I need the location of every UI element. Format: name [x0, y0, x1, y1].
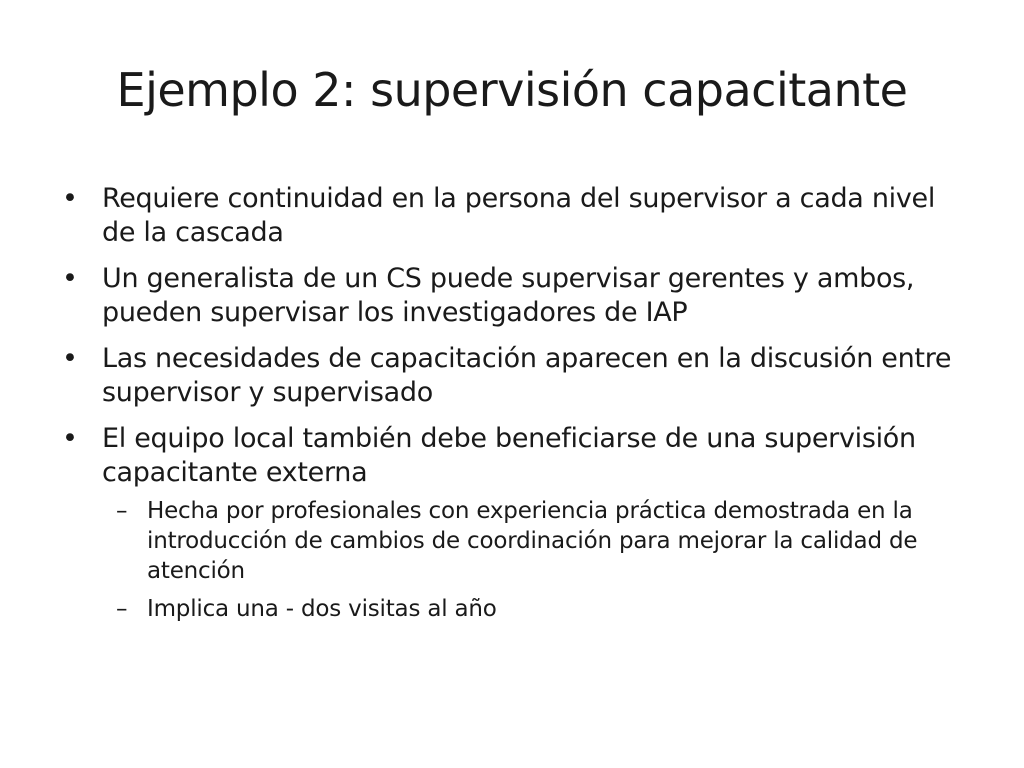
slide-body — [60, 182, 960, 636]
bullet-text: El equipo local también debe beneficiarse de una supervisión capacitante externa — [102, 423, 916, 488]
slide-title: Ejemplo 2: supervisión capacitante — [116, 63, 908, 117]
sub-bullet-text: Hecha por profesionales con experiencia práctica demostrada en la introducción de cambios de coordinación para mejorar la calidad de atención — [147, 498, 918, 584]
sub-bullet-item — [102, 496, 960, 586]
sub-bullet-list — [102, 496, 960, 624]
bullet-item — [60, 182, 960, 250]
dash-icon: – — [116, 498, 128, 524]
sub-bullet-item — [102, 594, 960, 624]
bullet-list — [60, 182, 960, 624]
sub-bullet-text: Implica una - dos visitas al año — [147, 596, 497, 622]
bullet-icon: • — [62, 263, 78, 294]
bullet-item — [60, 422, 960, 624]
bullet-item — [60, 342, 960, 410]
dash-icon: – — [116, 596, 128, 622]
bullet-text: Requiere continuidad en la persona del supervisor a cada nivel de la cascada — [102, 183, 936, 248]
bullet-icon: • — [62, 343, 78, 374]
bullet-icon: • — [62, 423, 78, 454]
bullet-item — [60, 262, 960, 330]
bullet-icon: • — [62, 183, 78, 214]
bullet-text: Un generalista de un CS puede supervisar gerentes y ambos, pueden supervisar los investigadores de IAP — [102, 263, 915, 328]
bullet-text: Las necesidades de capacitación aparecen en la discusión entre supervisor y supervisado — [102, 343, 952, 408]
